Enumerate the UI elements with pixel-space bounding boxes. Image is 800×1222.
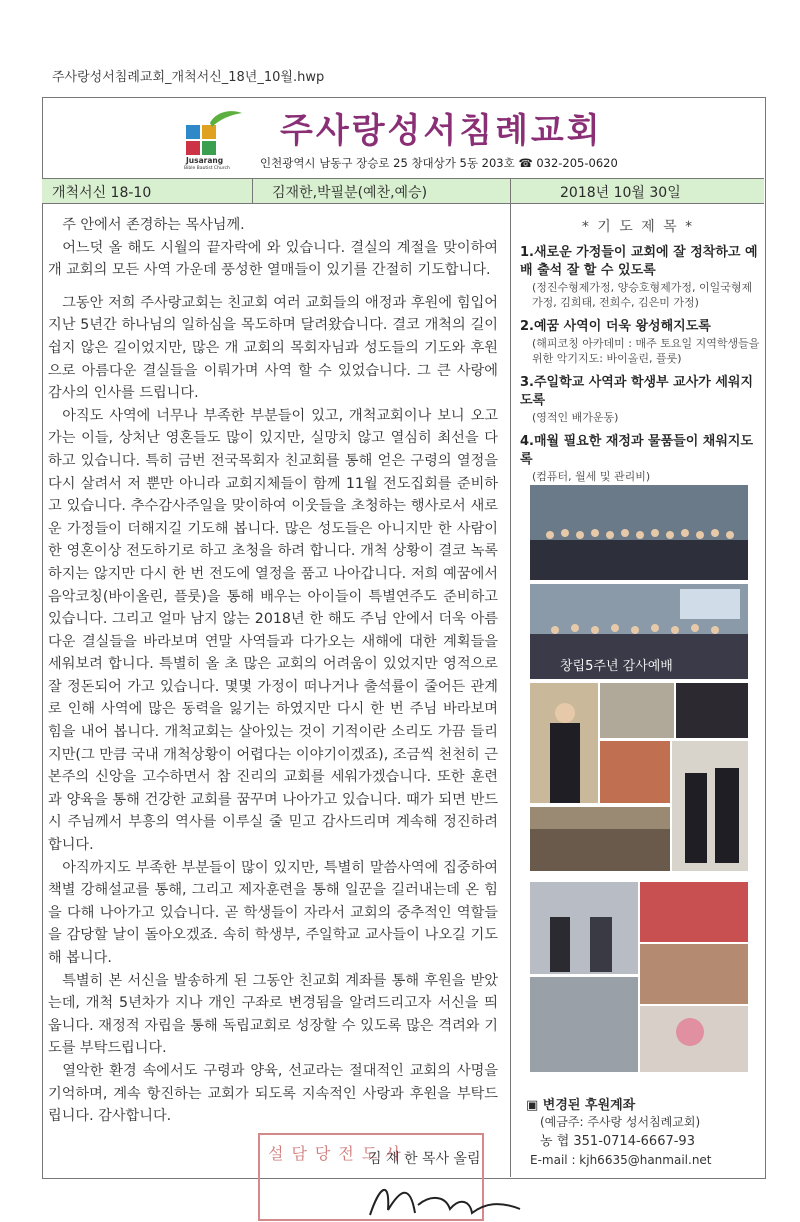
issue-bar-divider (510, 179, 511, 203)
letter-body (48, 214, 498, 1128)
prayer-item-detail: (영적인 배가운동) (532, 411, 619, 424)
recital-photos (530, 882, 748, 1072)
church-logo (180, 109, 252, 169)
masthead (42, 97, 764, 175)
logo-text: Jusarang (186, 156, 224, 165)
account-holder: (예금주: 주사랑 성서침례교회) (540, 1115, 701, 1129)
file-title: 주사랑성서침례교회_개척서신_18년_10월.hwp (52, 70, 325, 85)
prayer-item-detail: (컴퓨터, 월세 및 관리비) (532, 470, 651, 483)
prayer-item (516, 374, 760, 425)
concert-photos (530, 683, 748, 878)
prayer-item (516, 433, 760, 484)
issue-authors: 김재한,박필분(예찬,예승) (272, 185, 428, 201)
anniversary-photo (530, 584, 748, 679)
email-address: E-mail : kjh6635@hanmail.net (530, 1153, 712, 1167)
stamp-text: 설담당전도사 (268, 1144, 409, 1163)
prayer-item-head: 4.매월 필요한 재정과 물품들이 채워지도록 (520, 434, 754, 467)
prayer-item (516, 244, 760, 310)
issue-bar (42, 178, 764, 204)
donation-account (526, 1094, 762, 1170)
letter-paragraph: 그동안 저희 주사랑교회는 친교회 여러 교회들의 애정과 후원에 힘입어 지난 5년간 하나님의 일하심을 목도하며 달려왔습니다. 결코 개척의 길이 쉽지 않은 길이었지만, 많은 개 교회의 목회자님과 성도들의 기도와 후원으로 아름다운 결실들을 이뤄가며 사역 할 수 있었습니다. 그 큰 사랑에 감사의 인사를 드립니다. (48, 294, 498, 402)
logo-subtext: Bible Baptist Church (184, 166, 230, 169)
letter-signature: 김 재 한 목사 올림 (368, 1151, 481, 1167)
bank-account: 농 협 351-0714-6667-93 (540, 1134, 695, 1149)
handwritten-signature (360, 1175, 530, 1222)
letter-paragraph: 특별히 본 서신을 발송하게 된 그동안 친교회 계좌를 통해 후원을 받았는데, 개척 5년차가 지나 개인 구좌로 변경됨을 알려드리고자 서신을 띄웁니다. 재정적 자립을 통해 독립교회로 성장할 수 있도록 많은 격려와 기도를 부탁드립니다. (48, 972, 498, 1057)
prayer-item-head: 1.새로운 가정들이 교회에 잘 정착하고 예배 출석 잘 할 수 있도록 (520, 245, 758, 278)
sidebar (516, 202, 760, 516)
letter-paragraph: 아직까지도 부족한 부분들이 많이 있지만, 특별히 말씀사역에 집중하여 책별 강해설교를 통해, 그리고 제자훈련을 통해 일꾼을 길러내는데 온 힘을 다해 나아가고 있습니다. 곧 학생들이 자라서 교회의 중추적인 역할들을 감당할 날이 돌아오겠죠. 속히 학생부, 주일학교 교사들이 나오길 기도해 봅니다. (48, 859, 498, 966)
prayer-title: * 기 도 제 목 * (581, 219, 695, 235)
issue-bar-divider (252, 179, 253, 203)
church-address: 인천광역시 남동구 장승로 25 창대상가 5동 203호 ☎ 032-205-0620 (260, 156, 618, 170)
letter-paragraph: 어느덧 올 해도 시월의 끝자락에 와 있습니다. 결실의 계절을 맞이하여 개 교회의 모든 사역 가운데 풍성한 열매들이 있기를 간절히 기도합니다. (48, 239, 498, 279)
prayer-item (516, 318, 760, 366)
prayer-item-head: 2.예꿈 사역이 더욱 왕성해지도록 (520, 319, 711, 334)
prayer-item-head: 3.주일학교 사역과 학생부 교사가 세워지도록 (520, 375, 754, 408)
issue-date: 2018년 10월 30일 (560, 185, 681, 201)
church-name: 주사랑성서침례교회 (280, 111, 603, 151)
group-photo (530, 485, 748, 580)
photo-caption: 창립5주년 감사예배 (560, 659, 673, 674)
letter-paragraph: 주 안에서 존경하는 목사님께. (62, 217, 245, 233)
prayer-item-detail: (해피코칭 아카데미 : 매주 토요일 지역학생들을 위한 악기지도: 바이올린, 플룻) (532, 337, 760, 365)
prayer-item-detail: (정진수형제가정, 양승호형제가정, 이일국형제가정, 김희태, 전희수, 김은미 가정) (532, 281, 753, 309)
donation-title: ▣ 변경된 후원계좌 (526, 1098, 636, 1113)
letter-paragraph: 열악한 환경 속에서도 구령과 양육, 선교라는 절대적인 교회의 사명을 기억하며, 계속 항진하는 교회가 되도록 지속적인 사랑과 후원을 부탁드립니다. 감사합니다. (48, 1062, 498, 1125)
issue-number: 개척서신 18-10 (52, 185, 152, 201)
column-divider (510, 202, 511, 1177)
letter-paragraph: 아직도 사역에 너무나 부족한 부분들이 있고, 개척교회이나 보니 오고가는 이들, 상처난 영혼들도 많이 있지만, 실망치 않고 열심히 최선을 다하고 있습니다. 특히 금번 전국목회자 친교회를 통해 얻은 구령의 열정을 다시 살려서 저 뿐만 아니라 교회지체들이 함께 11월 전도집회를 준비하고 있습니다. 추수감사주일을 맞이하여 이웃들을 초청하는 행사로서 새로운 가정들이 더해지길 기도해 봅니다. 많은 성도들은 아니지만 한 사람이 한 영혼이상 전도하기로 하고 초청을 하려 합니다. 개척 상황이 결코 녹록하지는 않지만 다시 한 번 전도에 열정을 품고 나아갑니다. 저희 예꿈에서 음악코칭(바이올린, 플룻)을 통해 배우는 아이들이 특별연주도 준비하고 있습니다. 그리고 얼마 남지 않는 2018년 한 해도 주님 안에서 더욱 아름다운 결실들을 바라보며 연말 사역들과 다가오는 새해에 대한 계획들을 세워보려 합니다. 특별히 올 초 많은 교회의 어려움이 있었지만 영적으로 잘 정돈되어 가고 있습니다. 몇몇 가정이 떠나거나 출석률이 줄어든 관계로 인해 사역에 많은 동력을 잃기는 하였지만 다시 한 번 주님 바라보며 힘을 내어 봅니다. 개척교회는 살아있는 것이 기적이란 소리도 가끔 들리지만(그 만큼 국내 개척상황이 어렵다는 이야기이겠죠), 조금씩 천천히 근본주의 신앙을 고수하면서 참 진리의 교회를 세워가겠습니다. 또한 훈련과 양육을 통해 건강한 교회를 꿈꾸며 나아가고 있습니다. 때가 되면 반드시 주님께서 부흥의 역사를 이루실 줄 믿고 감사드리며 계속해 정진하려 합니다. (48, 407, 498, 854)
photo-collage (530, 485, 748, 1075)
